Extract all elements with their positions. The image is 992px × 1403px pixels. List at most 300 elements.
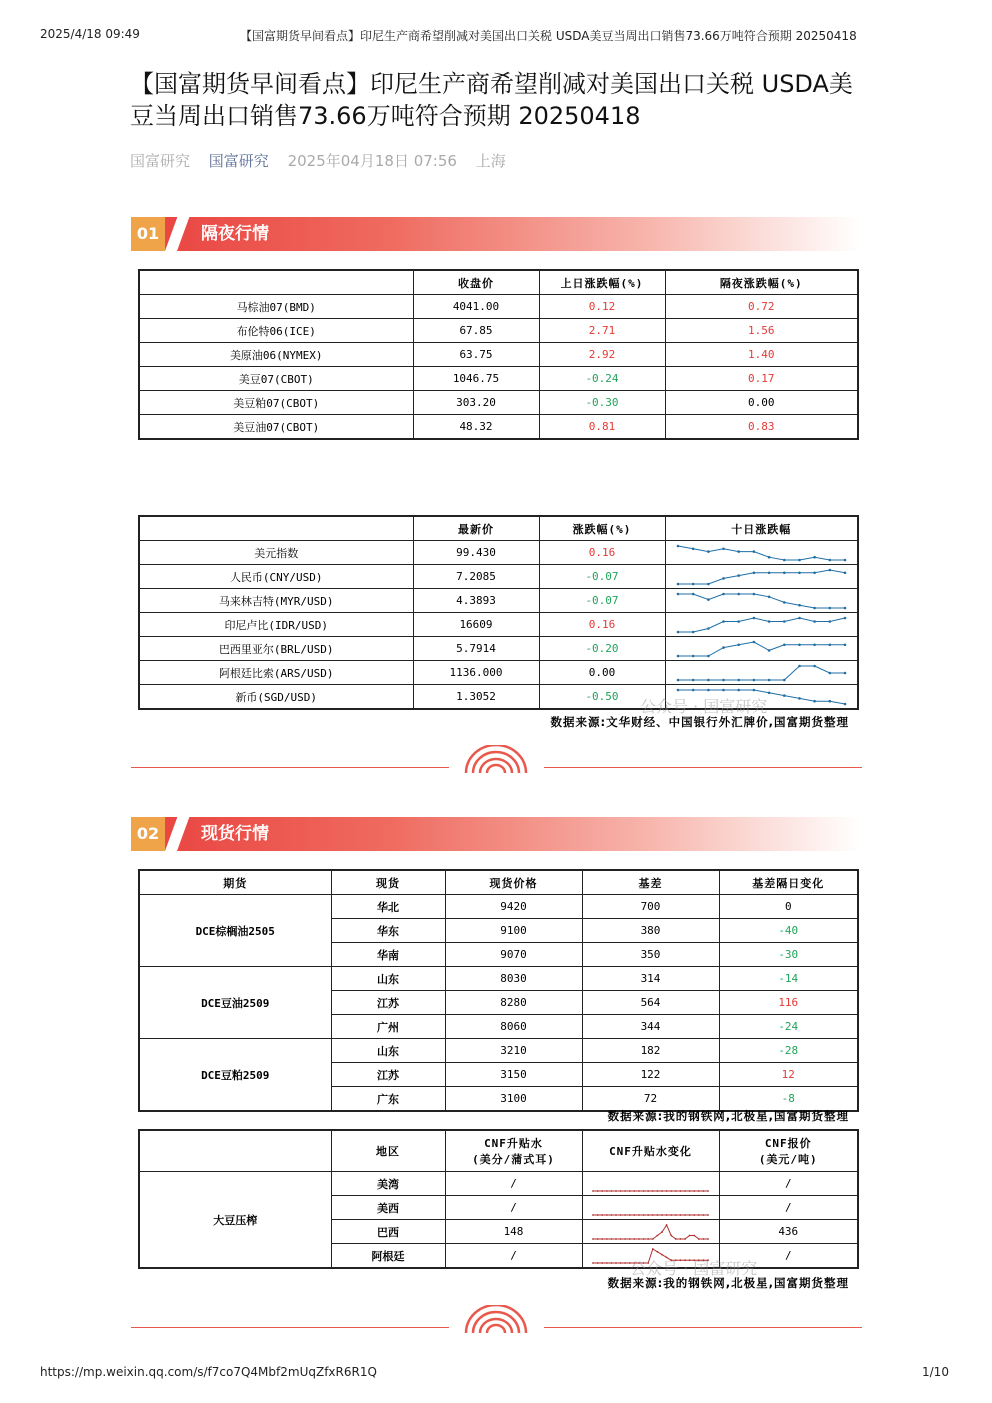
table-header: 现货 <box>331 870 445 895</box>
region-label: 广东 <box>331 1087 445 1112</box>
table-header <box>139 270 413 295</box>
divider-left <box>131 1327 449 1328</box>
table-cell: -24 <box>719 1015 858 1039</box>
region-label: 江苏 <box>331 991 445 1015</box>
ten-day-sparkline <box>670 590 853 612</box>
table-header: CNF升贴水 (美分/蒲式耳) <box>445 1130 582 1172</box>
table-cell: / <box>719 1172 858 1196</box>
sparkline-point <box>707 654 710 657</box>
divider-cloud-icon <box>463 745 529 775</box>
table-cell: 0.16 <box>539 541 665 565</box>
sparkline-point <box>624 1214 626 1216</box>
table-cell: 0.81 <box>539 415 665 440</box>
section-header-overnight <box>131 217 861 251</box>
sparkline-point <box>642 1190 644 1192</box>
sparkline-point <box>691 630 694 633</box>
sparkline-point <box>676 654 679 657</box>
sparkline-cell <box>665 661 858 685</box>
table-row <box>139 367 858 391</box>
sparkline-point <box>828 620 831 623</box>
sparkline-point <box>798 558 801 561</box>
table-cell: 9070 <box>445 943 582 967</box>
sparkline-point <box>633 1190 635 1192</box>
sparkline-point <box>651 1248 653 1250</box>
sparkline-point <box>674 1190 676 1192</box>
sparkline-point <box>642 1238 644 1240</box>
sparkline-point <box>651 1214 653 1216</box>
table-header: 期货 <box>139 870 331 895</box>
row-label: 人民币(CNY/USD) <box>139 565 413 589</box>
table-cell: 116 <box>719 991 858 1015</box>
row-label: 美豆油07(CBOT) <box>139 415 413 440</box>
sparkline-point <box>647 1214 649 1216</box>
table-cell: -30 <box>719 943 858 967</box>
sparkline-point <box>722 547 725 550</box>
print-title: 【国富期货早间看点】印尼生产商希望削减对美国出口关税 USDA美豆当周出口销售73.66万吨符合预期 20250418 <box>240 29 857 43</box>
table-header: 上日涨跌幅(%) <box>539 270 665 295</box>
sparkline-point <box>752 550 755 553</box>
sparkline-point <box>737 688 740 691</box>
region-label: 华北 <box>331 895 445 919</box>
sparkline-point <box>767 620 770 623</box>
article-meta <box>130 150 520 171</box>
table-row <box>139 295 858 319</box>
table-header: 现货价格 <box>445 870 582 895</box>
sparkline-point <box>615 1262 617 1264</box>
table-cell: 380 <box>582 919 719 943</box>
sparkline-point <box>813 664 816 667</box>
sparkline-point <box>737 620 740 623</box>
sparkline-point <box>843 616 846 619</box>
ten-day-sparkline <box>670 638 853 660</box>
sparkline-point <box>651 1190 653 1192</box>
sparkline-point <box>633 1238 635 1240</box>
ten-day-sparkline <box>670 566 853 588</box>
sparkline-point <box>624 1262 626 1264</box>
table-cell: -0.50 <box>539 685 665 710</box>
table-header: 涨跌幅(%) <box>539 516 665 541</box>
sparkline-point <box>767 678 770 681</box>
table-cell: 8030 <box>445 967 582 991</box>
sparkline-point <box>592 1262 594 1264</box>
sparkline-point <box>702 1214 704 1216</box>
row-label: 马来林吉特(MYR/USD) <box>139 589 413 613</box>
sparkline-point <box>693 1190 695 1192</box>
sparkline-point <box>670 1190 672 1192</box>
sparkline-point <box>697 1190 699 1192</box>
sparkline-point <box>702 1238 704 1240</box>
row-label: 新币(SGD/USD) <box>139 685 413 710</box>
sparkline-point <box>676 688 679 691</box>
table-cell: 1136.000 <box>413 661 539 685</box>
sparkline-point <box>596 1262 598 1264</box>
sparkline-point <box>596 1214 598 1216</box>
region-label: 巴西 <box>331 1220 445 1244</box>
future-contract: DCE豆粕2509 <box>139 1039 331 1112</box>
table-cell: 8060 <box>445 1015 582 1039</box>
sparkline-point <box>651 1238 653 1240</box>
sparkline-point <box>601 1214 603 1216</box>
table-header: 基差隔日变化 <box>719 870 858 895</box>
table-row <box>139 967 858 991</box>
footer-url[interactable]: https://mp.weixin.qq.com/s/f7co7Q4Mbf2mUqZfxR6R1Q <box>40 1365 377 1379</box>
table-cell: / <box>445 1244 582 1269</box>
data-source-note: 数据来源:文华财经、中国银行外汇牌价,国富期货整理 <box>550 715 849 729</box>
ten-day-sparkline <box>670 542 853 564</box>
table-cell: 48.32 <box>413 415 539 440</box>
divider-cloud-icon <box>463 1305 529 1335</box>
section-title: 现货行情 <box>201 824 269 844</box>
table-row <box>139 1039 858 1063</box>
row-label: 阿根廷比索(ARS/USD) <box>139 661 413 685</box>
sparkline-point <box>798 616 801 619</box>
sparkline-point <box>679 1214 681 1216</box>
row-label: 美元指数 <box>139 541 413 565</box>
table-row <box>139 895 858 919</box>
table-cell: 9420 <box>445 895 582 919</box>
article-author: 国富研究 <box>130 152 191 170</box>
sparkline-point <box>656 1214 658 1216</box>
ten-day-sparkline <box>670 614 853 636</box>
row-label: 布伦特06(ICE) <box>139 319 413 343</box>
table-row <box>139 415 858 440</box>
table-cell: 8280 <box>445 991 582 1015</box>
sparkline-point <box>783 620 786 623</box>
sparkline-point <box>601 1238 603 1240</box>
table-cell: -28 <box>719 1039 858 1063</box>
sparkline-point <box>843 643 846 646</box>
table-cell: 9100 <box>445 919 582 943</box>
table-cell: 0.00 <box>539 661 665 685</box>
sparkline-point <box>767 555 770 558</box>
sparkline-point <box>767 571 770 574</box>
watermark: 公众号 · 国富研究 <box>630 1259 758 1278</box>
publish-location: 上海 <box>475 152 506 170</box>
table-cell: -0.07 <box>539 565 665 589</box>
divider-right <box>544 1327 862 1328</box>
sparkline-cell <box>665 565 858 589</box>
sparkline-point <box>783 694 786 697</box>
table-cell: -40 <box>719 919 858 943</box>
table-cell: -0.07 <box>539 589 665 613</box>
sparkline-point <box>691 592 694 595</box>
sparkline-point <box>610 1262 612 1264</box>
table-header: 收盘价 <box>413 270 539 295</box>
sparkline-point <box>767 595 770 598</box>
sparkline-point <box>828 643 831 646</box>
table-row <box>139 343 858 367</box>
table-cell: 122 <box>582 1063 719 1087</box>
region-label: 华南 <box>331 943 445 967</box>
sparkline-point <box>783 643 786 646</box>
table-cell: 1.3052 <box>413 685 539 710</box>
table-row <box>139 613 858 637</box>
region-label: 美湾 <box>331 1172 445 1196</box>
sparkline-point <box>661 1190 663 1192</box>
sparkline-point <box>615 1190 617 1192</box>
table-cell: 314 <box>582 967 719 991</box>
sparkline-point <box>605 1214 607 1216</box>
table-cell: 4.3893 <box>413 589 539 613</box>
future-contract: DCE豆油2509 <box>139 967 331 1039</box>
sparkline-point <box>676 544 679 547</box>
sparkline-point <box>619 1214 621 1216</box>
table-cell: 5.7914 <box>413 637 539 661</box>
sparkline-cell <box>582 1220 719 1244</box>
sparkline-point <box>647 1238 649 1240</box>
sparkline-point <box>610 1238 612 1240</box>
table-cell: 344 <box>582 1015 719 1039</box>
region-label: 山东 <box>331 967 445 991</box>
sparkline-point <box>783 558 786 561</box>
sparkline-cell <box>665 589 858 613</box>
sparkline-point <box>722 688 725 691</box>
sparkline-point <box>674 1238 676 1240</box>
sparkline-point <box>624 1190 626 1192</box>
sparkline-point <box>722 646 725 649</box>
cnf-table <box>138 1129 859 1269</box>
sparkline-point <box>601 1190 603 1192</box>
table-header: CNF升贴水变化 <box>582 1130 719 1172</box>
sparkline-point <box>628 1238 630 1240</box>
sparkline-point <box>767 649 770 652</box>
sparkline-point <box>661 1214 663 1216</box>
table-cell: / <box>445 1196 582 1220</box>
ten-day-sparkline <box>670 662 853 684</box>
sparkline-point <box>638 1214 640 1216</box>
sparkline-cell <box>582 1172 719 1196</box>
sparkline-point <box>676 678 679 681</box>
sparkline-point <box>665 1224 667 1226</box>
table-cell: -0.20 <box>539 637 665 661</box>
table-cell: 3210 <box>445 1039 582 1063</box>
table-cell: 0.00 <box>665 391 858 415</box>
data-source-note: 数据来源:我的钢铁网,北极星,国富期货整理 <box>607 1109 849 1123</box>
sparkline-point <box>828 558 831 561</box>
row-label: 美原油06(NYMEX) <box>139 343 413 367</box>
table-cell: 2.71 <box>539 319 665 343</box>
section-header-spot <box>131 817 861 851</box>
sparkline-point <box>707 1214 709 1216</box>
table-cell: -8 <box>719 1087 858 1112</box>
table-row <box>139 541 858 565</box>
sparkline-point <box>615 1238 617 1240</box>
sparkline-point <box>702 1190 704 1192</box>
region-label: 山东 <box>331 1039 445 1063</box>
table-cell: 700 <box>582 895 719 919</box>
sparkline-point <box>605 1238 607 1240</box>
sparkline-point <box>596 1190 598 1192</box>
table-row <box>139 391 858 415</box>
sparkline-cell <box>665 541 858 565</box>
sparkline-point <box>752 640 755 643</box>
sparkline-point <box>656 1234 658 1236</box>
sparkline-point <box>843 558 846 561</box>
table-cell: 303.20 <box>413 391 539 415</box>
region-label: 阿根廷 <box>331 1244 445 1269</box>
sparkline-point <box>691 547 694 550</box>
spot-market-table <box>138 869 859 1112</box>
sparkline-point <box>843 702 846 705</box>
table-cell: / <box>445 1172 582 1196</box>
table-cell: 67.85 <box>413 319 539 343</box>
table-header: 基差 <box>582 870 719 895</box>
sparkline-point <box>656 1250 658 1252</box>
row-label: 美豆07(CBOT) <box>139 367 413 391</box>
sparkline-point <box>619 1190 621 1192</box>
currency-table <box>138 515 859 710</box>
sparkline-point <box>693 1214 695 1216</box>
region-label: 江苏 <box>331 1063 445 1087</box>
table-header: 最新价 <box>413 516 539 541</box>
table-cell: 0.17 <box>665 367 858 391</box>
article-title: 【国富期货早间看点】印尼生产商希望削减对美国出口关税 USDA美豆当周出口销售73.66万吨符合预期 20250418 <box>130 70 853 130</box>
row-label: 巴西里亚尔(BRL/USD) <box>139 637 413 661</box>
table-row <box>139 589 858 613</box>
sparkline-point <box>670 1234 672 1236</box>
sparkline-point <box>767 691 770 694</box>
region-label: 华东 <box>331 919 445 943</box>
divider-right <box>544 767 862 768</box>
sparkline-point <box>605 1262 607 1264</box>
sparkline-point <box>828 568 831 571</box>
sparkline-point <box>813 620 816 623</box>
section-title: 隔夜行情 <box>201 224 269 244</box>
overnight-market-table <box>138 269 859 440</box>
sparkline-point <box>722 620 725 623</box>
sparkline-point <box>676 582 679 585</box>
sparkline-point <box>619 1262 621 1264</box>
table-cell: 99.430 <box>413 541 539 565</box>
sparkline-point <box>828 699 831 702</box>
sparkline-point <box>813 606 816 609</box>
sparkline-point <box>665 1190 667 1192</box>
table-cell: 1046.75 <box>413 367 539 391</box>
sparkline-point <box>707 627 710 630</box>
category-label: 大豆压榨 <box>139 1172 331 1269</box>
sparkline-point <box>676 630 679 633</box>
sparkline-point <box>798 664 801 667</box>
sparkline-point <box>670 1214 672 1216</box>
sparkline-point <box>628 1190 630 1192</box>
table-row <box>139 565 858 589</box>
sparkline-point <box>601 1262 603 1264</box>
sparkline-point <box>813 699 816 702</box>
row-label: 印尼卢比(IDR/USD) <box>139 613 413 637</box>
table-cell: 1.56 <box>665 319 858 343</box>
sparkline-point <box>679 1190 681 1192</box>
table-cell: 12 <box>719 1063 858 1087</box>
region-label: 美西 <box>331 1196 445 1220</box>
table-cell: 0.72 <box>665 295 858 319</box>
sparkline-point <box>697 1238 699 1240</box>
region-label: 广州 <box>331 1015 445 1039</box>
sparkline-point <box>737 592 740 595</box>
account-link[interactable]: 国富研究 <box>208 152 269 170</box>
sparkline-point <box>843 571 846 574</box>
cnf-change-sparkline <box>585 1197 716 1219</box>
sparkline-point <box>737 643 740 646</box>
table-cell: 3100 <box>445 1087 582 1112</box>
table-cell: 1.40 <box>665 343 858 367</box>
table-cell: 0.12 <box>539 295 665 319</box>
table-cell: 63.75 <box>413 343 539 367</box>
table-cell: 182 <box>582 1039 719 1063</box>
sparkline-point <box>691 654 694 657</box>
sparkline-point <box>843 606 846 609</box>
table-header: 隔夜涨跌幅(%) <box>665 270 858 295</box>
sparkline-point <box>737 550 740 553</box>
future-contract: DCE棕榈油2505 <box>139 895 331 967</box>
sparkline-point <box>752 592 755 595</box>
sparkline-point <box>628 1214 630 1216</box>
sparkline-point <box>798 571 801 574</box>
sparkline-point <box>661 1253 663 1255</box>
table-cell: 16609 <box>413 613 539 637</box>
table-header <box>139 516 413 541</box>
table-cell: 2.92 <box>539 343 665 367</box>
table-cell: 0.83 <box>665 415 858 440</box>
section-number: 01 <box>131 217 165 251</box>
sparkline-point <box>697 1214 699 1216</box>
sparkline-cell <box>582 1196 719 1220</box>
table-row <box>139 661 858 685</box>
table-cell: 436 <box>719 1220 858 1244</box>
table-cell: 3150 <box>445 1063 582 1087</box>
divider-left <box>131 767 449 768</box>
sparkline-point <box>592 1214 594 1216</box>
sparkline-point <box>843 671 846 674</box>
table-header: CNF报价 (美元/吨) <box>719 1130 858 1172</box>
sparkline-point <box>684 1238 686 1240</box>
sparkline-point <box>638 1190 640 1192</box>
sparkline-point <box>783 571 786 574</box>
sparkline-point <box>722 678 725 681</box>
sparkline-point <box>707 1190 709 1192</box>
sparkline-point <box>596 1238 598 1240</box>
sparkline-point <box>707 598 710 601</box>
sparkline-point <box>752 678 755 681</box>
sparkline-point <box>684 1214 686 1216</box>
sparkline-point <box>798 603 801 606</box>
sparkline-point <box>610 1214 612 1216</box>
table-row <box>139 637 858 661</box>
sparkline-point <box>813 571 816 574</box>
sparkline-point <box>798 643 801 646</box>
sparkline-point <box>688 1190 690 1192</box>
table-header: 十日涨跌幅 <box>665 516 858 541</box>
sparkline-point <box>828 671 831 674</box>
sparkline-point <box>722 592 725 595</box>
row-label: 美豆粕07(CBOT) <box>139 391 413 415</box>
watermark: 公众号 · 国富研究 <box>640 697 768 716</box>
sparkline-point <box>665 1214 667 1216</box>
table-cell: -0.30 <box>539 391 665 415</box>
sparkline-point <box>693 1234 695 1236</box>
sparkline-point <box>619 1238 621 1240</box>
sparkline-point <box>605 1190 607 1192</box>
sparkline-point <box>707 688 710 691</box>
sparkline-point <box>633 1214 635 1216</box>
sparkline-point <box>679 1238 681 1240</box>
table-cell: / <box>719 1196 858 1220</box>
table-cell: 0 <box>719 895 858 919</box>
cnf-change-sparkline <box>585 1221 716 1243</box>
sparkline-point <box>684 1190 686 1192</box>
table-cell: / <box>719 1244 858 1269</box>
print-datetime: 2025/4/18 09:49 <box>40 27 140 41</box>
sparkline-point <box>656 1190 658 1192</box>
